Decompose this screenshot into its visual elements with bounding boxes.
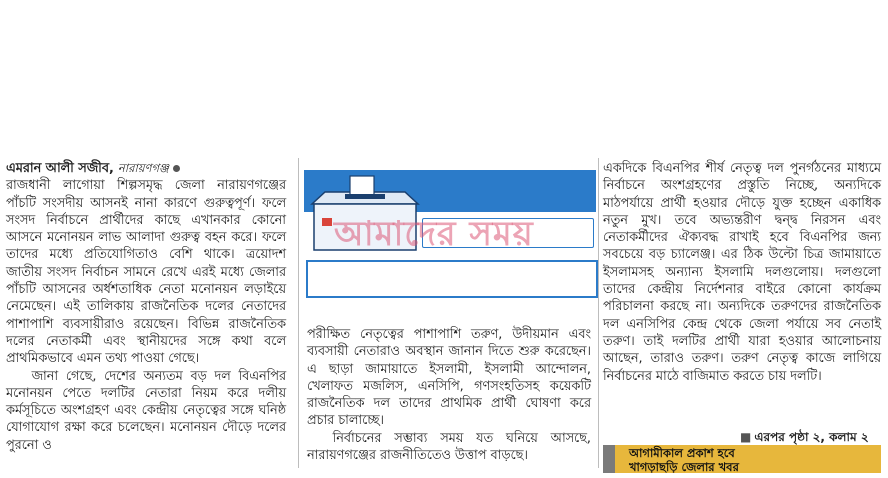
paragraph: জানা গেছে, দেশের অন্যতম বড় দল বিএনপির মনোনয়ন পেতে দলটির নেতারা নিয়ম করে দলীয় কর্মসূচিতে অংশগ্রহণ এবং কেন্দ্রীয় নেতৃত্বের সঙ্গে ঘনিষ্ঠ যোগাযোগ রক্ষা করে চলেছেন। মনোনয়ন দৌড়ে দলের পুরনো ও [6, 368, 286, 453]
promo-box [603, 445, 881, 473]
continued-text: এরপর পৃষ্ঠা ২, কলাম ২ [754, 430, 869, 444]
left-column [6, 160, 286, 454]
promo-line-2: খাগড়াছড়ি জেলার খবর [629, 460, 739, 474]
promo-bar [603, 445, 615, 473]
byline-location: নারায়ণগঞ্জ [117, 161, 169, 175]
middle-column [307, 326, 591, 464]
right-column [603, 160, 881, 385]
byline-author: এমরান আলী সজীব, [6, 161, 114, 176]
bullet-icon [173, 165, 180, 172]
paragraph: নির্বাচনের সম্ভাব্য সময় যত ঘনিয়ে আসছে, নারায়ণগঞ্জের রাজনীতিতেও উত্তাপ বাড়ছে। [307, 430, 591, 464]
byline [6, 160, 286, 177]
column-divider [298, 158, 299, 468]
seat-count-label [306, 260, 598, 298]
section-graphic [304, 160, 596, 314]
paragraph: রাজধানী লাগোয়া শিল্পসমৃদ্ধ জেলা নারায়ণগঞ্জের পাঁচটি সংসদীয় আসনই নানা কারণে গুরুত্বপূর্ণ। ফলে সংসদ নির্বাচনে প্রার্থীদের কাছে এখানকার কোনো আসনে মনোনয়ন লাভ আলাদা গুরুত্ব বহন করে। ফলে তাদের মধ্যে প্রতিযোগিতাও বেশি থাকে। ত্রয়োদশ জাতীয় সংসদ নির্বাচন সামনে রেখে এরই মধ্যে জেলার পাঁচটি আসনের অর্ধশতাধিক নেতা মনোনয়ন লড়াইয়ে নেমেছেন। এই তালিকায় রাজনৈতিক দলের নেতাদের পাশাপাশি ব্যবসায়ীরাও রয়েছেন। বিভিন্ন রাজনৈতিক দলের নেতাকর্মী এবং স্থানীয়দের সঙ্গে কথা বলে প্রাথমিকভাবে এমন তথ্য পাওয়া গেছে। [6, 178, 286, 367]
paragraph: পরীক্ষিত নেতৃত্বের পাশাপাশি তরুণ, উদীয়মান এবং ব্যবসায়ী নেতারাও অবস্থান জানান দিতে শুরু করেছেন। এ ছাড়া জামায়াতে ইসলামী, ইসলামী আন্দোলন, খেলাফত মজলিস, এনসিপি, গণসংহতিসহ কয়েকটি রাজনৈতিক দল তাদের প্রাথমিক প্রার্থী ঘোষণা করে প্রচার চালাচ্ছে। [307, 327, 591, 429]
promo-line-1: আগামীকাল প্রকাশ হবে [629, 446, 735, 460]
watermark: আমাদের সময় [334, 214, 534, 254]
triangle-icon: ■ [740, 430, 752, 444]
paragraph: একদিকে বিএনপির শীর্ষ নেতৃত্ব দল পুনর্গঠনের মাধ্যমে নির্বাচনে অংশগ্রহণের প্রস্তুতি নিচ্ছে, অন্যদিকে মাঠপর্যায়ে প্রার্থী হওয়ার দৌড়ে যুক্ত হচ্ছেন একাধিক নতুন মুখ। তবে অভ্যন্তরীণ দ্বন্দ্ব নিরসন এবং নেতাকর্মীদের ঐক্যবদ্ধ রাখাই হবে বিএনপির জন্য সবচেয়ে বড় চ্যালেঞ্জ। এর ঠিক উল্টো চিত্র জামায়াতে ইসলামসহ অন্যান্য ইসলামি দলগুলোয়। দলগুলো তাদের কেন্দ্রীয় নির্দেশনার বাইরে কোনো কার্যক্রম পরিচালনা করছে না। অন্যদিকে তরুণদের রাজনৈতিক দল এনসিপির কেন্দ্র থেকে জেলা পর্যায়ে সব নেতাই তরুণ। তাই দলটির প্রার্থী যারা হওয়ার আলোচনায় আছেন, তারাও তরুণ। তরুণ নেতৃত্ব কাজে লাগিয়ে নির্বাচনের মাঠে বাজিমাত করতে চায় দলটি। [603, 161, 881, 384]
column-divider [598, 158, 599, 468]
